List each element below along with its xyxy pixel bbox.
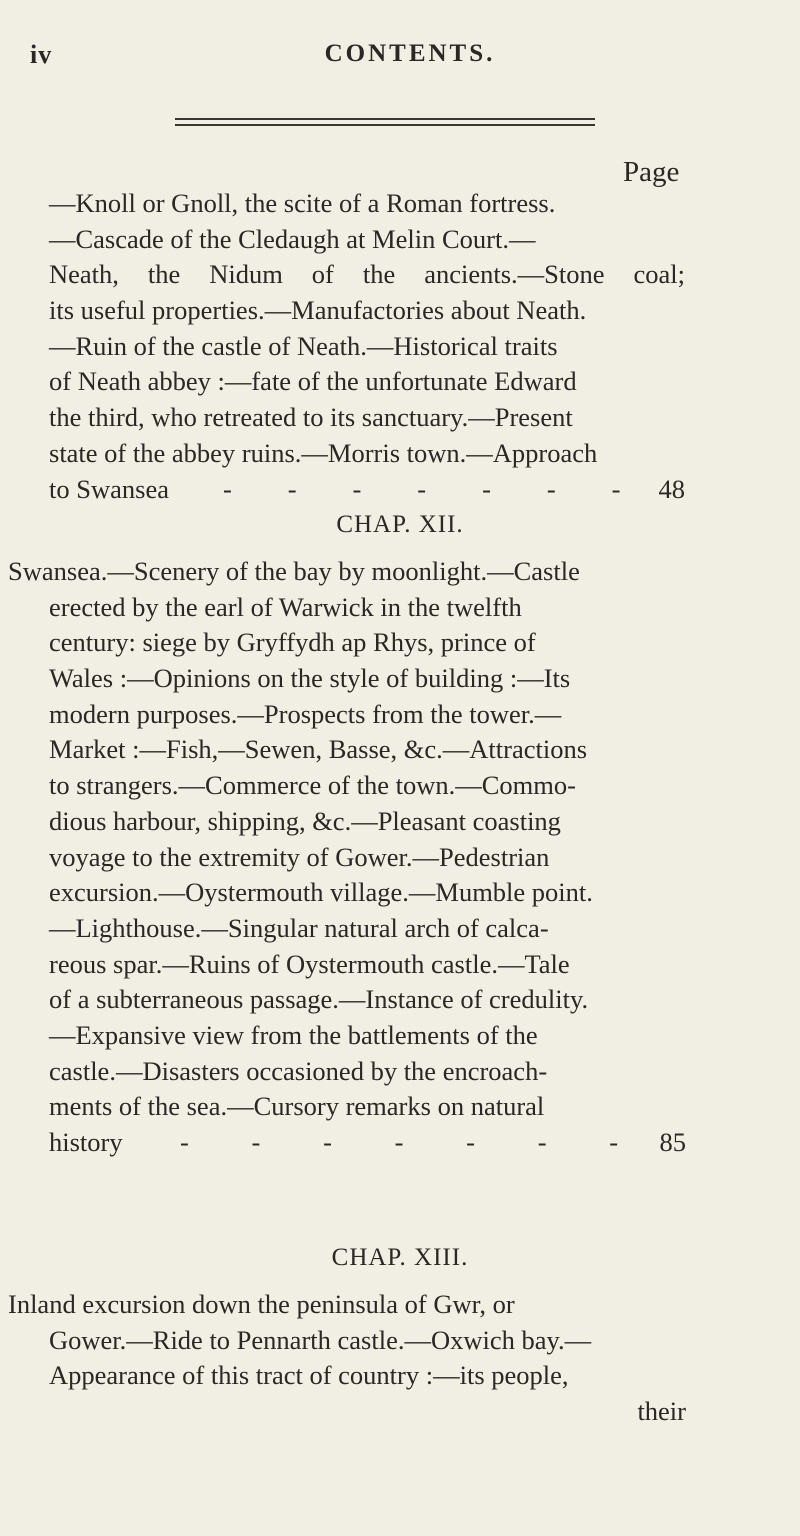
summary-leader-line	[49, 1125, 686, 1161]
summary-line: Swansea.—Scenery of the bay by moonlight.—Castle	[8, 556, 580, 586]
chapter-xii-summary	[8, 554, 686, 1161]
summary-line: castle.—Disasters occasioned by the encroach-	[49, 1055, 548, 1086]
summary-line: Inland excursion down the peninsula of Gwr, or	[8, 1289, 515, 1319]
summary-page-ref: 85	[659, 1127, 686, 1157]
page-column-label: Page	[623, 156, 680, 188]
summary-line: to strangers.—Commerce of the town.—Commo-	[49, 770, 576, 801]
continued-entry	[49, 186, 685, 507]
summary-line: Market :—Fish,—Sewen, Basse, &c.—Attractions	[49, 734, 588, 765]
entry-line: —Ruin of the castle of Neath.—Historical traits	[49, 330, 558, 361]
entry-leader-line	[49, 472, 685, 508]
entry-line: —Cascade of the Cledaugh at Melin Court.—	[49, 223, 536, 254]
summary-line: Wales :—Opinions on the style of building :—Its	[49, 663, 571, 694]
entry-line: of Neath abbey :—fate of the unfortunate Edward	[49, 366, 577, 397]
chapter-heading: CHAP. XII.	[336, 511, 464, 538]
leader-dots: - - - - - - -	[222, 473, 621, 504]
summary-line: century: siege by Gryffydh ap Rhys, prince of	[49, 627, 536, 658]
summary-line: modern purposes.—Prospects from the tower.—	[49, 698, 562, 729]
summary-line: reous spar.—Ruins of Oystermouth castle.—Tale	[49, 948, 570, 979]
summary-line: —Expansive view from the battlements of the	[49, 1019, 538, 1050]
entry-line: its useful properties.—Manufactories about Neath.	[49, 295, 587, 326]
summary-line: —Lighthouse.—Singular natural arch of calca-	[49, 912, 549, 943]
summary-line: ments of the sea.—Cursory remarks on natural	[49, 1091, 545, 1122]
summary-line: dious harbour, shipping, &c.—Pleasant coasting	[49, 805, 561, 836]
summary-line: of a subterraneous passage.—Instance of credulity.	[49, 984, 589, 1015]
running-header	[0, 40, 800, 80]
header-rule-top	[175, 118, 595, 120]
entry-line: Neath, the Nidum of the ancients.—Stone coal;	[49, 259, 685, 290]
leader-dots: - - - - - - -	[179, 1127, 619, 1157]
entry-line: the third, who retreated to its sanctuary.—Present	[49, 402, 573, 433]
running-title: CONTENTS.	[324, 40, 496, 67]
header-rule-bottom	[175, 124, 595, 126]
summary-last-line: history	[49, 1127, 123, 1157]
page-number: iv	[30, 40, 53, 69]
chapter-xiii-summary	[8, 1287, 686, 1430]
entry-line: —Knoll or Gnoll, the scite of a Roman fortress.	[49, 188, 556, 218]
summary-line: Appearance of this tract of country :—its people,	[49, 1360, 569, 1391]
summary-line: Gower.—Ride to Pennarth castle.—Oxwich bay.—	[49, 1324, 592, 1355]
entry-line: state of the abbey ruins.—Morris town.—Approach	[49, 437, 598, 468]
entry-last-line: to Swansea	[49, 473, 169, 504]
summary-line: excursion.—Oystermouth village.—Mumble point.	[49, 877, 593, 908]
entry-page-ref: 48	[658, 473, 685, 504]
catchword: their	[637, 1396, 686, 1427]
summary-line: erected by the earl of Warwick in the twelfth	[49, 591, 522, 622]
chapter-heading: CHAP. XIII.	[331, 1244, 469, 1271]
summary-line: voyage to the extremity of Gower.—Pedestrian	[49, 841, 550, 872]
